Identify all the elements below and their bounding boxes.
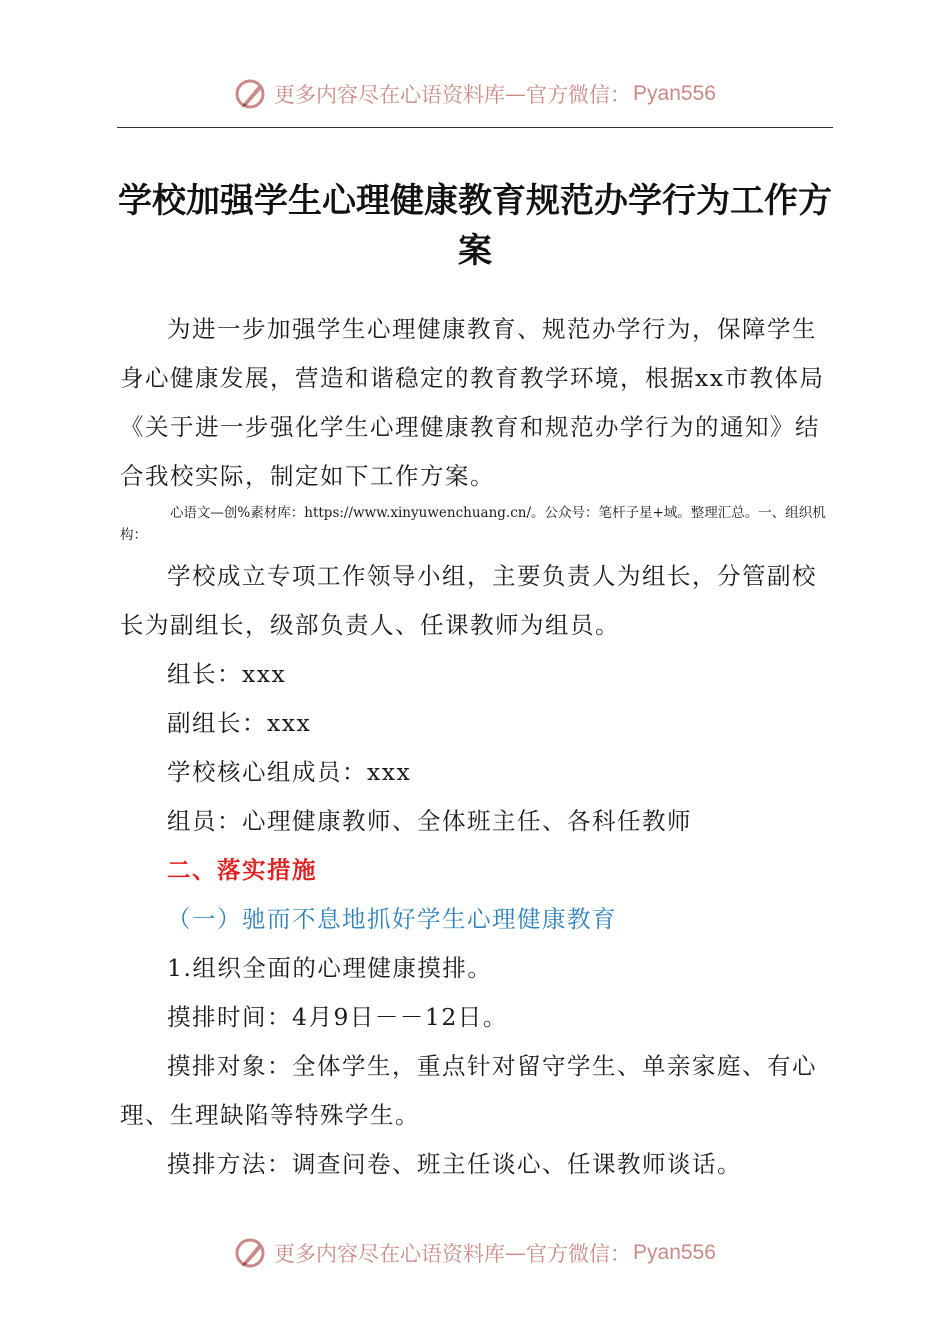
intro-paragraph: 为进一步加强学生心理健康教育、规范办学行为，保障学生身心健康发展，营造和谐稳定的教育教学环境，根据xx市教体局《关于进一步强化学生心理健康教育和规范办学行为的通知》结合我校实际，制定如下工作方案。 [120, 315, 825, 490]
members-line: 组员：心理健康教师、全体班主任、各科任教师 [167, 807, 692, 835]
banner-separator: — [505, 82, 527, 106]
main-content [120, 552, 832, 1189]
pen-logo-icon [234, 76, 270, 112]
banner-text: 更多内容尽在心语资料库 [274, 83, 506, 107]
vice-leader-line: 副组长：xxx [167, 709, 312, 737]
org-paragraph: 学校成立专项工作领导小组，主要负责人为组长，分管副校长为副组长，级部负责人、任课教师为组员。 [120, 562, 817, 639]
header-watermark-banner [0, 74, 950, 114]
footer-watermark-banner [0, 1233, 950, 1273]
item-1-line: 1.组织全面的心理健康摸排。 [167, 954, 493, 982]
banner-wechat-id: Pyan556 [633, 82, 716, 105]
method-line: 摸排方法：调查问卷、班主任谈心、任课教师谈话。 [167, 1150, 742, 1178]
header-divider [117, 127, 833, 128]
intro-block [120, 305, 832, 501]
section-heading-2: 二、落实措施 [167, 856, 317, 884]
banner-wechat-label: 官方微信： [526, 83, 632, 107]
document-title: 学校加强学生心理健康教育规范办学行为工作方案 [118, 181, 832, 271]
target-paragraph: 摸排对象：全体学生，重点针对留守学生、单亲家庭、有心理、生理缺陷等特殊学生。 [120, 1052, 817, 1129]
pen-logo-icon [234, 1235, 270, 1271]
subsection-heading-1: （一）驰而不息地抓好学生心理健康教育 [167, 905, 617, 933]
leader-line: 组长：xxx [167, 660, 287, 688]
banner-wechat-label: 官方微信： [526, 1242, 632, 1266]
banner-separator: — [505, 1241, 527, 1265]
time-line: 摸排时间：4月9日－－12日。 [167, 1003, 508, 1031]
source-note: 心语文—创%素材库：https://www.xinyuwenchuang.cn/。公众号：笔杆子星+域。整理汇总。一、组织机构： [120, 505, 826, 543]
core-members-line: 学校核心组成员：xxx [167, 758, 412, 786]
banner-wechat-id: Pyan556 [633, 1241, 716, 1264]
banner-text: 更多内容尽在心语资料库 [274, 1242, 506, 1266]
